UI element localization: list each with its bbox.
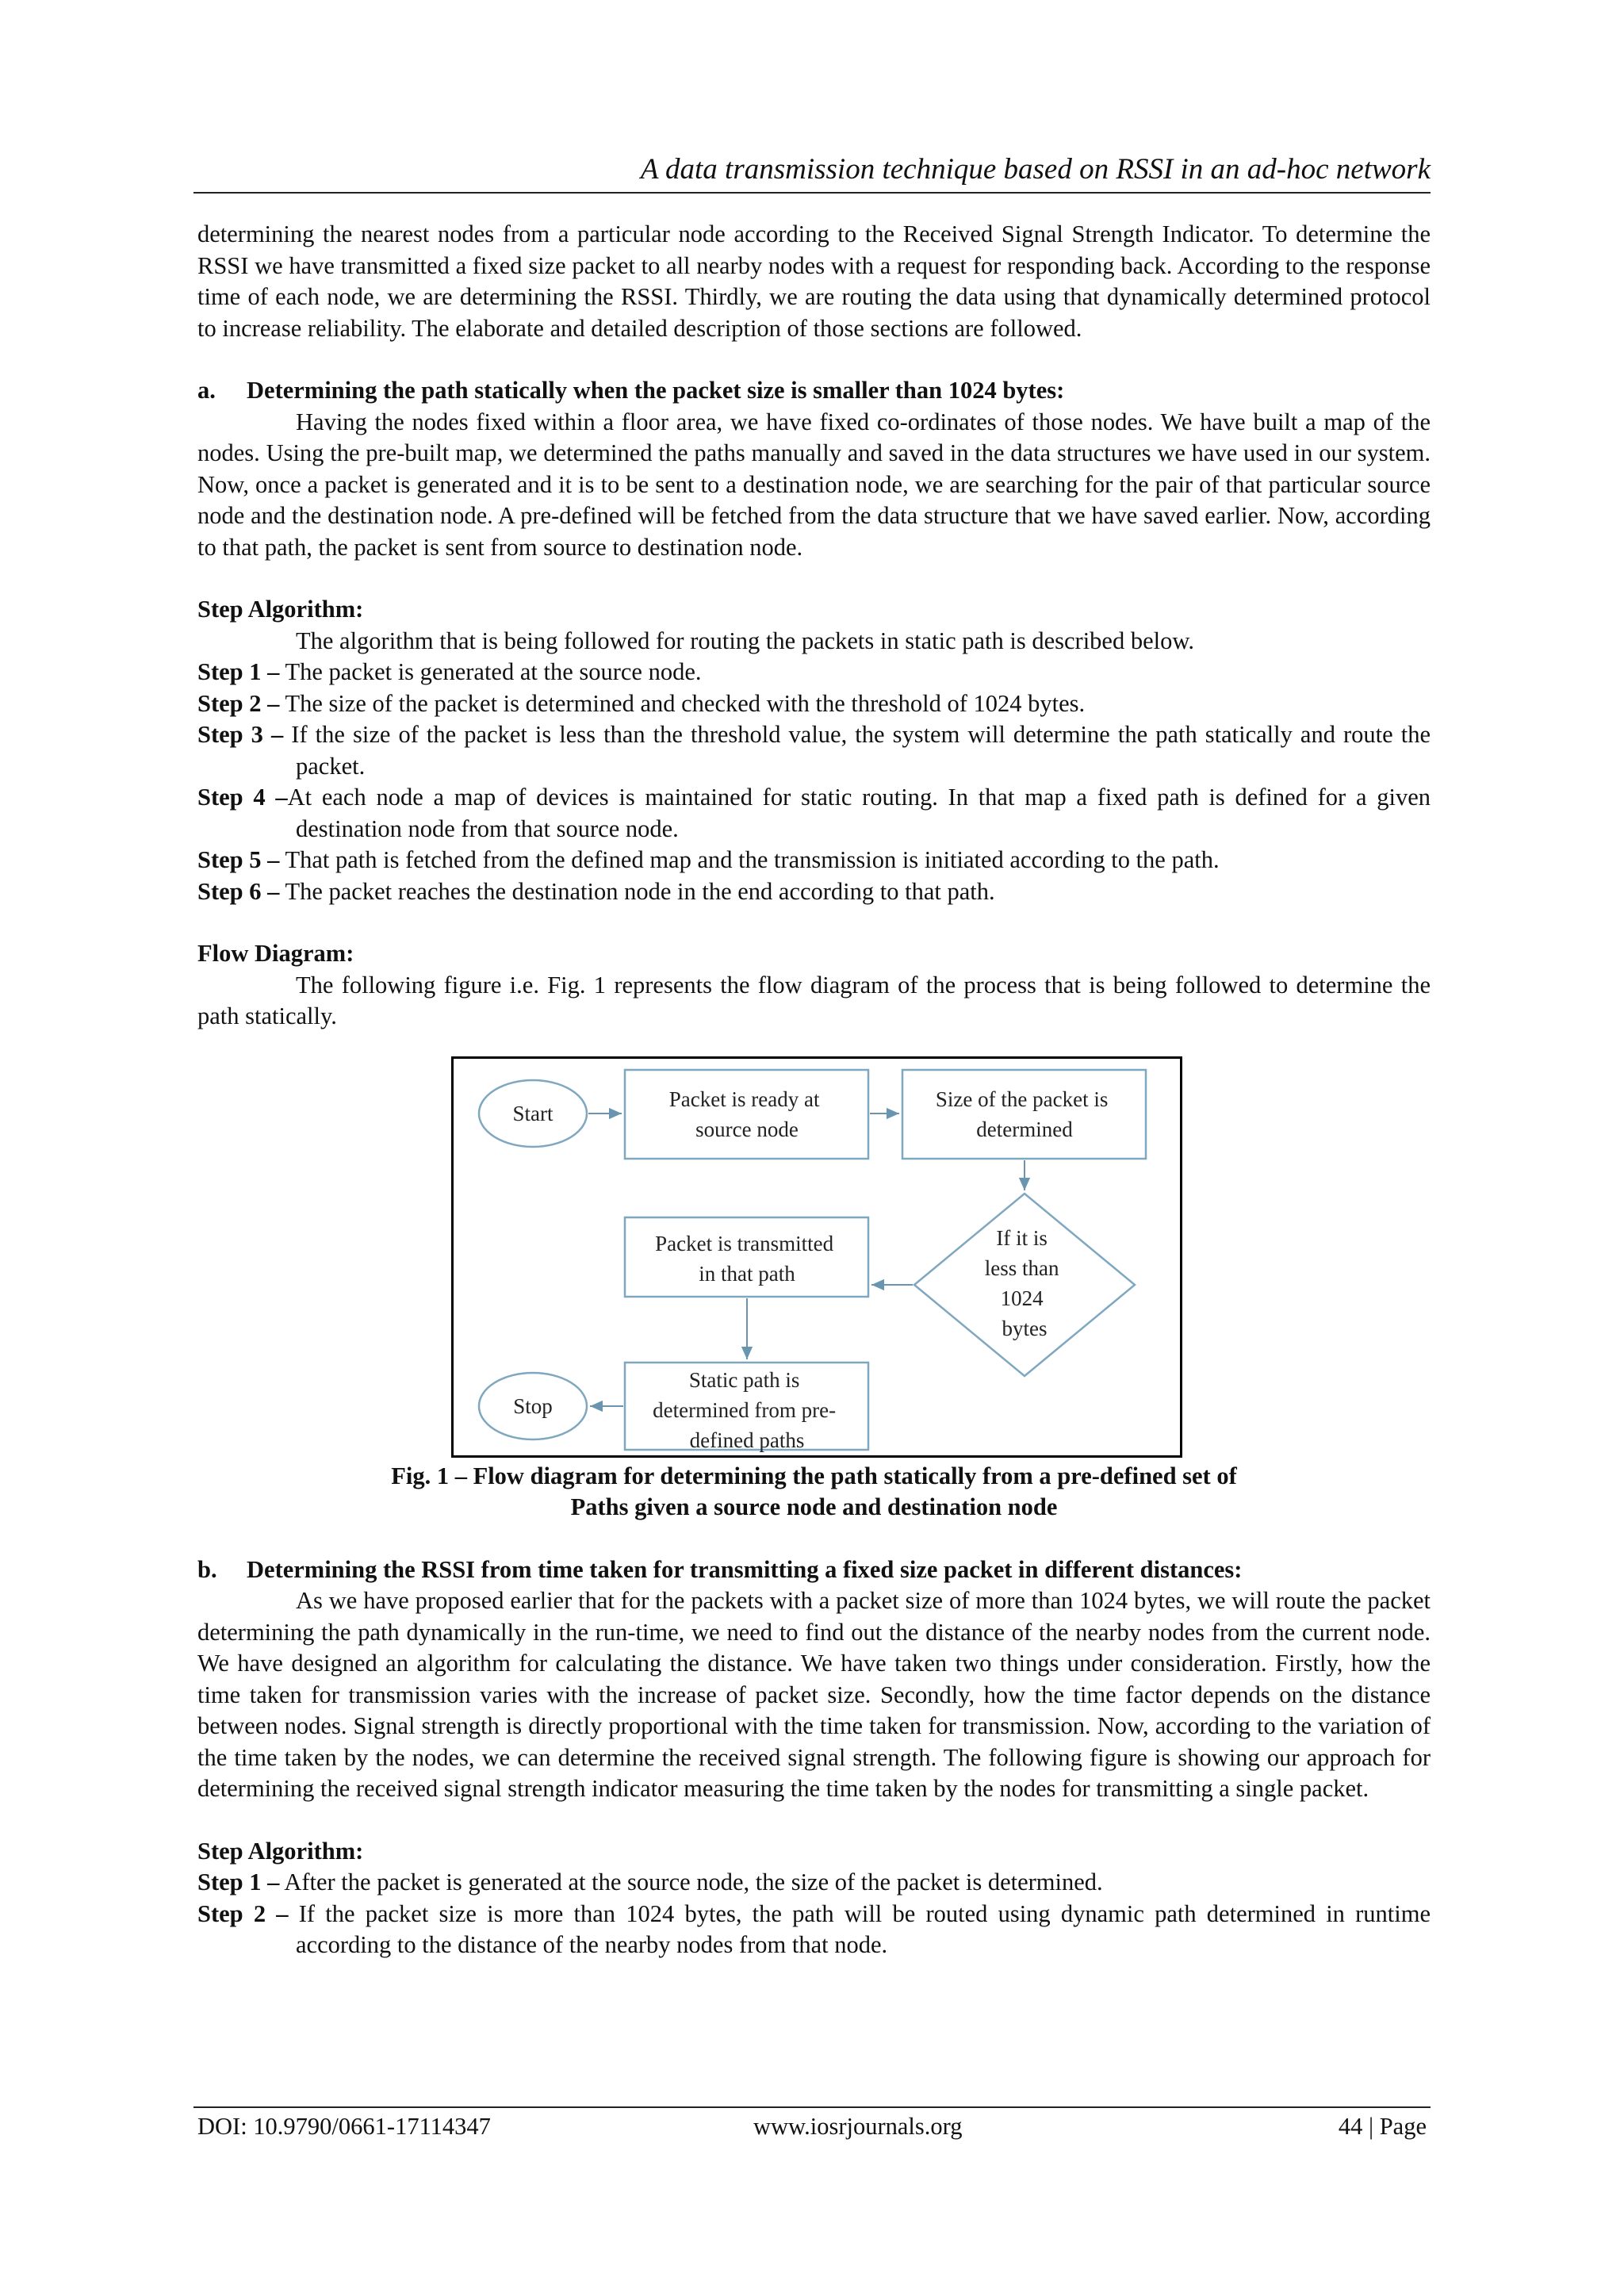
section-b-title: Determining the RSSI from time taken for transmitting a fixed size packet in different distances: (247, 1555, 1243, 1583)
start-label: Start (512, 1101, 553, 1125)
footer-doi: DOI: 10.9790/0661-17114347 (197, 2113, 491, 2140)
step-a-6: Step 6 – The packet reaches the destination node in the end according to that path. (197, 877, 995, 905)
step-algorithm-heading-a: Step Algorithm: (197, 596, 364, 623)
step-a-1: Step 1 – The packet is generated at the source node. (197, 658, 702, 685)
running-header: A data transmission technique based on RSSI in an ad-hoc network (640, 153, 1431, 186)
step-a-4: Step 4 –At each node a map of devices is maintained for static routing. In that map a fixed path is defined for a given destination node from that source node. (197, 784, 1431, 842)
figure-caption-line1: Fig. 1 – Flow diagram for determining the path statically from a pre-defined set of (391, 1462, 1237, 1489)
figure-caption-line2: Paths given a source node and destination node (570, 1493, 1058, 1520)
section-b-heading (197, 1554, 1431, 1586)
footer-rule (193, 2106, 1431, 2108)
decision-label: If it is less than 1024 bytes (984, 1225, 1059, 1340)
section-a-paragraph: Having the nodes fixed within a floor area, we have fixed co-ordinates of those nodes. We have built a map of the nodes. Using the pre-built map, we determined the paths manually and saved in the data structures we have used in our system. Now, once a packet is generated and it is to be sent to a destination node, we are searching for the pair of that particular source node and the destination node. A pre-defined will be fetched from the data structure that we have saved earlier. Now, according to that path, the packet is sent from source to destination node. (197, 408, 1431, 561)
flow-diagram-heading: Flow Diagram: (197, 940, 354, 967)
step-algorithm-heading-b: Step Algorithm: (197, 1837, 364, 1865)
size-determined-box (902, 1070, 1146, 1159)
step-a-5: Step 5 – That path is fetched from the defined map and the transmission is initiated according to the path. (197, 846, 1220, 873)
header-rule (193, 192, 1431, 194)
section-b-paragraph: As we have proposed earlier that for the packets with a packet size of more than 1024 bytes, we will route the packet determining the path dynamically in the run-time, we need to find out the distance of the nearby nodes from the current node. We have designed an algorithm for calculating the distance. We have taken two things under consideration. Firstly, how the time taken for transmission varies with the increase of packet size. Secondly, how the time factor depends on the distance between nodes. Signal strength is directly proportional with the time taken for transmission. Now, according to the variation of the time taken by the nodes, we can determine the received signal strength. The following figure is showing our approach for determining the received signal strength indicator measuring the time taken by the nodes for transmitting a single packet. (197, 1587, 1431, 1802)
stop-label: Stop (513, 1393, 553, 1418)
section-a-title: Determining the path statically when the packet size is smaller than 1024 bytes: (247, 377, 1065, 404)
packet-ready-label: Packet is ready at source node (668, 1087, 820, 1141)
section-b-label: b. (197, 1555, 217, 1583)
static-path-label: Static path is determined from pre- defined paths (653, 1367, 837, 1452)
main-content (197, 219, 1431, 1961)
section-a-heading (197, 375, 1431, 407)
algorithm-intro: The algorithm that is being followed for routing the packets in static path is described below. (296, 627, 1195, 654)
step-b-2: Step 2 – If the packet size is more than 1024 bytes, the path will be routed using dynamic path determined in runtime according to the distance of the nearby nodes from that node. (197, 1899, 1431, 1958)
flow-diagram-figure (451, 1056, 1182, 1458)
footer-website: www.iosrjournals.org (753, 2113, 963, 2140)
section-a-label: a. (197, 377, 216, 404)
step-a-2: Step 2 – The size of the packet is determined and checked with the threshold of 1024 bytes. (197, 689, 1086, 717)
packet-ready-box (625, 1070, 868, 1159)
packet-transmitted-label: Packet is transmitted in that path (655, 1231, 834, 1286)
decision-diamond (914, 1194, 1135, 1376)
step-a-3: Step 3 – If the size of the packet is less than the threshold value, the system will determine the path statically and route the packet. (197, 721, 1431, 780)
step-b-1: Step 1 – After the packet is generated at the source node, the size of the packet is determined. (197, 1869, 1103, 1895)
footer-page-number: 44 | Page (1338, 2113, 1427, 2140)
flow-paragraph: The following figure i.e. Fig. 1 represents the flow diagram of the process that is being followed to determine the path statically. (197, 971, 1431, 1029)
flow-diagram-svg (454, 1059, 1180, 1455)
size-determined-label: Size of the packet is determined (935, 1087, 1109, 1141)
intro-paragraph: determining the nearest nodes from a particular node according to the Received Signal Strength Indicator. To determine the RSSI we have transmitted a fixed size packet to all nearby nodes with a request for responding back. According to the response time of each node, we are determining the RSSI. Thirdly, we are routing the data using that dynamically determined protocol to increase reliability. The elaborate and detailed description of those sections are followed. (197, 220, 1431, 342)
